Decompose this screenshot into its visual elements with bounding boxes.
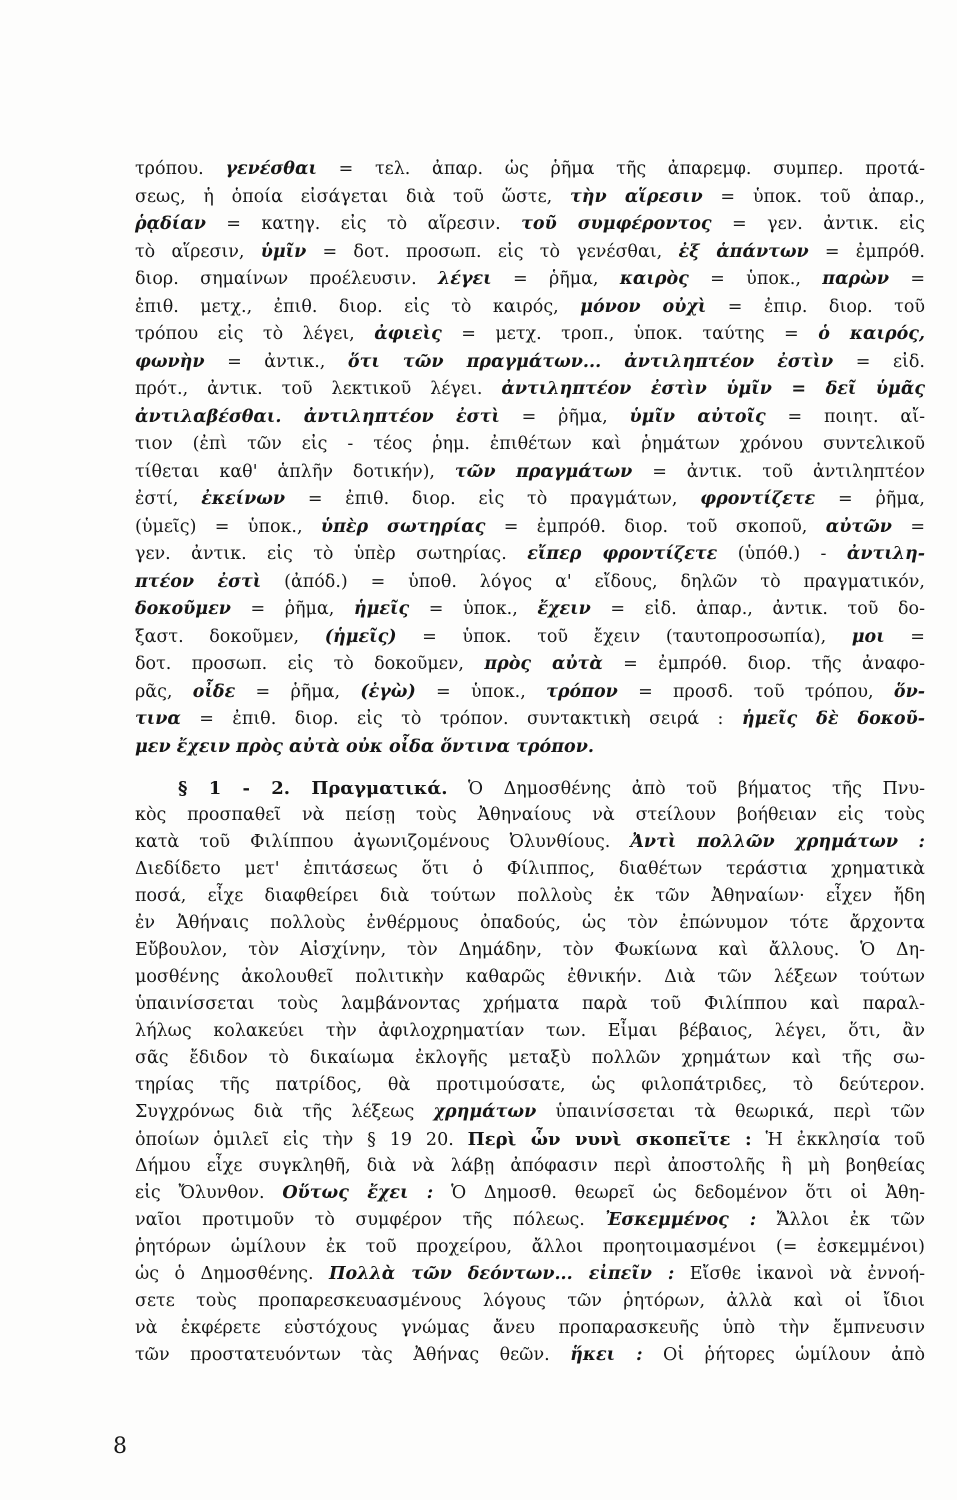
text-run: γεν. ἀντικ. εἰς τὸ ὑπὲρ σωτηρίας.: [135, 544, 528, 564]
text-run: τιον (ἐπὶ τῶν εἰς - τέος ῥημ. ἐπιθέτων καὶ ῥημάτων χρόνου συντελικοῦ: [135, 434, 925, 454]
text-line: [135, 937, 925, 964]
lemma-term: πρὸς αὐτὰ: [484, 654, 603, 674]
text-run: ὡς ὁ Δημοσθένης.: [135, 1264, 330, 1284]
text-run: = ἀντικ. τοῦ ἀντιληπτέον: [632, 461, 925, 482]
text-line: [135, 624, 925, 652]
text-run: = τελ. ἀπαρ. ὡς ῥῆμα τῆς ἀπαρεμφ. συμπερ. προτά-: [316, 159, 925, 179]
lemma-term: πτέον ἐστὶ: [135, 571, 262, 592]
lemma-term: (ἐγὼ): [360, 681, 416, 702]
lemma-term: ῥᾳδίαν: [135, 214, 206, 234]
lemma-term: ἡμεῖς: [353, 599, 410, 619]
text-line: [135, 1234, 925, 1261]
lemma-term: ἐξ ἁπάντων: [678, 241, 809, 262]
text-run: (ὑπόθ.) -: [717, 544, 847, 564]
lemma-term: ἡμεῖς δὲ δοκοῦ-: [741, 709, 925, 729]
text-line: [135, 1099, 925, 1126]
heading-term: § 1 - 2. Πραγματικά.: [178, 778, 448, 799]
text-run: Ὁ Δημοσθ. θεωρεῖ ὡς δεδομένον ὅτι οἱ Ἀθη-: [433, 1183, 925, 1203]
text-run: ῥητόρων ὡμίλουν ἐκ τοῦ προχείρου, ἄλλοι προητοιμασμένοι (= ἐσκεμμένοι): [135, 1237, 925, 1257]
text-run: = ῥῆμα,: [499, 406, 630, 427]
text-run: κὸς προσπαθεῖ νὰ πείσῃ τοὺς Ἀθηναίους νὰ στείλουν βοήθειαν εἰς τοὺς: [135, 805, 925, 825]
lemma-term: αὐτῶν: [825, 516, 892, 537]
text-line: [135, 156, 925, 184]
page-number: 8: [113, 1434, 127, 1459]
lemma-term: λέγει: [438, 269, 492, 289]
text-run: = ἐμπρόθ. διορ. τῆς ἀναφο-: [602, 654, 925, 674]
text-run: σεως, ἡ ὁποία εἰσάγεται διὰ τοῦ ὥστε,: [135, 186, 570, 207]
lemma-term: τὴν αἵρεσιν: [569, 186, 703, 207]
text-line: [135, 856, 925, 883]
text-run: = εἰδ. ἀπαρ., ἀντικ. τοῦ δο-: [590, 599, 925, 619]
lemma-term: φωνὴν: [135, 351, 205, 372]
text-run: τηρίας τῆς πατρίδος, θὰ προτιμούσατε, ὡς φιλοπάτριδες, τὸ δεύτερον.: [135, 1075, 925, 1095]
text-run: = ῥῆμα,: [230, 599, 354, 619]
text-run: = ῥῆμα,: [235, 681, 361, 702]
lemma-term: ὅν-: [893, 681, 925, 702]
text-run: Εὔβουλον, τὸν Αἰσχίνην, τὸν Δημάδην, τὸν Φωκίωνα καὶ ἄλλους. Ὁ Δη-: [135, 940, 925, 960]
text-line: [135, 541, 925, 569]
text-line: [135, 991, 925, 1018]
text-run: ναῖοι προτιμοῦν τὸ συμφέρον τῆς πόλεως.: [135, 1210, 606, 1230]
text-run: κατὰ τοῦ Φιλίππου ἀγωνιζομένους Ὀλυνθίους.: [135, 832, 631, 852]
text-run: ἐστί,: [135, 489, 202, 509]
text-line: [135, 1261, 925, 1288]
heading-term: Περὶ ὧν νυνὶ σκοπεῖτε :: [467, 1129, 752, 1150]
text-run: τῶν προστατευόντων τὰς Ἀθήνας θεῶν.: [135, 1345, 571, 1365]
text-run: Εἴσθε ἱκανοὶ νὰ ἐννοή-: [674, 1264, 925, 1284]
lemma-term: ὅτι τῶν πραγμάτων... ἀντιληπτέον ἐστὶν: [347, 351, 834, 372]
text-run: = ῥῆμα,: [815, 489, 925, 509]
text-run: σετε τοὺς προπαρεσκευασμένους λόγους τῶν ῥητόρων, ἀλλὰ καὶ οἱ ἴδιοι: [135, 1291, 925, 1311]
text-line: [135, 802, 925, 829]
lemma-term: ἀντιλαβέσθαι. ἀντιληπτέον ἐστὶ: [135, 406, 500, 427]
text-line: [135, 1126, 925, 1153]
lemma-term: ἀντιλη-: [846, 544, 925, 564]
text-run: δοτ. προσωπ. εἰς τὸ δοκοῦμεν,: [135, 654, 485, 674]
text-run: = ἐμπρόθ.: [808, 241, 925, 262]
text-run: = ποιητ. αἴ-: [765, 406, 925, 427]
lemma-term: Ἐσκεμμένος :: [605, 1210, 757, 1230]
syntax-notes-paragraph: [135, 156, 925, 761]
text-run: ὑπαινίσσεται τὰ θεωρικά, περὶ τῶν: [536, 1102, 925, 1122]
text-run: =: [884, 626, 925, 647]
text-line: [135, 1018, 925, 1045]
lemma-term: δοκοῦμεν: [135, 599, 231, 619]
lemma-term: μεν ἔχειν πρὸς αὐτὰ οὐκ οἶδα ὅντινα τρόπον.: [135, 736, 594, 757]
lemma-term: φροντίζετε: [700, 489, 816, 509]
text-line: [135, 376, 925, 404]
text-run: = ἐμπρόθ. διορ. τοῦ σκοποῦ,: [485, 516, 826, 537]
text-run: Ὁ Δημοσθένης ἀπὸ τοῦ βήματος τῆς Πνυ-: [447, 779, 925, 799]
text-line: [135, 486, 925, 514]
lemma-term: ὑμῖν αὐτοῖς: [629, 406, 766, 427]
lemma-term: γενέσθαι: [225, 159, 317, 179]
text-run: =: [888, 269, 925, 289]
lemma-term: ὑμῖν: [260, 241, 307, 262]
text-run: Συγχρόνως διὰ τῆς λέξεως: [135, 1102, 434, 1122]
text-run: λήλως κολακεύει τὴν ἀφιλοχρηματίαν των. Εἶμαι βέβαιος, λέγει, ὅτι, ἂν: [135, 1021, 925, 1041]
text-run: ὁποίων ὁμιλεῖ εἰς τὴν § 19 20.: [135, 1130, 468, 1150]
text-run: μοσθένης ἀκολουθεῖ πολιτικὴν καθαρῶς ἐθνικήν. Διὰ τῶν λέξεων τούτων: [135, 967, 925, 987]
text-run: Ἡ ἐκκλησία τοῦ: [751, 1130, 925, 1150]
text-line: [135, 239, 925, 267]
text-run: Οἱ ῥήτορες ὡμίλουν ἀπὸ: [642, 1345, 925, 1365]
text-line: [135, 829, 925, 856]
text-run: = ὑποκ.,: [688, 269, 823, 289]
text-line: [135, 459, 925, 487]
text-run: = ἐπιθ. διορ. εἰς τὸ πραγμάτων,: [285, 489, 701, 509]
text-run: = μετχ. τροπ., ὑποκ. ταύτης =: [441, 324, 819, 344]
text-line: [135, 266, 925, 294]
text-run: διορ. σημαίνων προέλευσιν.: [135, 269, 439, 289]
lemma-term: Ἀντὶ πολλῶν χρημάτων :: [630, 832, 925, 852]
text-line: [135, 569, 925, 597]
text-line: [135, 651, 925, 679]
lemma-term: ἐκείνων: [201, 489, 286, 509]
text-line: [135, 211, 925, 239]
lemma-term: Πολλὰ τῶν δεόντων... εἰπεῖν :: [329, 1264, 675, 1284]
text-run: ποσά, εἶχε διαφθείρει διὰ τούτων πολλοὺς ἐκ τῶν Ἀθηναίων· εἶχεν ἤδη: [135, 886, 925, 906]
text-line: [135, 775, 925, 802]
text-line: [135, 1288, 925, 1315]
text-run: = ὑποκ. τοῦ ἔχειν (ταυτοπροσωπία),: [396, 626, 852, 647]
text-line: [135, 964, 925, 991]
lemma-term: χρημάτων: [433, 1102, 537, 1122]
text-line: [135, 184, 925, 212]
text-run: τὸ αἵρεσιν,: [135, 241, 261, 262]
lemma-term: παρὼν: [822, 269, 889, 289]
text-line: [135, 294, 925, 322]
lemma-term: μόνον οὐχὶ: [580, 296, 707, 317]
lemma-term: ἀντιληπτέον ἐστὶν ὑμῖν = δεῖ ὑμᾶς: [501, 379, 925, 399]
text-line: [135, 706, 925, 734]
text-run: τρόπου εἰς τὸ λέγει,: [135, 324, 375, 344]
text-run: τρόπου.: [135, 159, 226, 179]
text-line: [135, 910, 925, 937]
text-line: [135, 1072, 925, 1099]
lemma-term: ἥκει :: [570, 1345, 643, 1365]
text-line: [135, 1207, 925, 1234]
text-run: =: [891, 516, 925, 537]
text-line: [135, 1180, 925, 1207]
text-run: = ὑποκ.,: [409, 599, 538, 619]
text-run: νὰ ἐκφέρετε εὐστόχους γνώμας ἄνευ προπαρασκευῆς ὑπὸ τὴν ἔμπνευσιν: [135, 1318, 925, 1338]
text-line: [135, 1153, 925, 1180]
text-line: [135, 349, 925, 377]
text-line: [135, 883, 925, 910]
text-line: [135, 1315, 925, 1342]
text-line: [135, 404, 925, 432]
lemma-term: τοῦ συμφέροντος: [521, 214, 712, 234]
lemma-term: ὁ καιρός,: [818, 324, 926, 344]
text-run: = κατηγ. εἰς τὸ αἵρεσιν.: [205, 214, 522, 234]
text-run: = ῥῆμα,: [491, 269, 620, 289]
lemma-term: τῶν πραγμάτων: [454, 461, 633, 482]
text-line: [135, 1045, 925, 1072]
lemma-term: οἶδε: [192, 681, 236, 702]
text-run: σᾶς ἔδιδον τὸ δικαίωμα ἐκλογῆς μεταξὺ πολλῶν χρημάτων καὶ τῆς σω-: [135, 1048, 925, 1068]
text-line: [135, 734, 925, 762]
lemma-term: Οὕτως ἔχει :: [282, 1183, 434, 1203]
text-run: Δήμου εἶχε συγκληθῆ, διὰ νὰ λάβῃ ἀπόφασιν περὶ ἀποστολῆς ἢ μὴ βοηθείας: [135, 1156, 925, 1176]
text-run: = ὑποκ. τοῦ ἀπαρ.,: [702, 186, 925, 207]
lemma-term: εἴπερ φροντίζετε: [527, 544, 718, 564]
text-line: [135, 321, 925, 349]
text-run: = γεν. ἀντικ. εἰς: [711, 214, 925, 234]
text-run: Διεδίδετο μετ' ἐπιτάσεως ὅτι ὁ Φίλιππος, διαθέτων τεράστια χρηματικὰ: [135, 859, 925, 879]
text-line: [135, 514, 925, 542]
text-run: πρότ., ἀντικ. τοῦ λεκτικοῦ λέγει.: [135, 379, 502, 399]
text-line: [135, 596, 925, 624]
text-run: ρᾶς,: [135, 681, 193, 702]
lemma-term: τρόπον: [546, 681, 618, 702]
text-run: (ὑμεῖς) = ὑποκ.,: [135, 516, 321, 537]
text-run: Ἄλλοι ἐκ τῶν: [756, 1210, 925, 1230]
text-run: = ἐπιρ. διορ. τοῦ: [706, 296, 925, 317]
text-run: εἰς Ὄλυνθον.: [135, 1183, 283, 1203]
lemma-term: τινα: [135, 709, 181, 729]
text-run: ἐν Ἀθήναις πολλοὺς ἐνθέρμους ὀπαδούς, ὡς τὸν ἐπώνυμον τότε ἄρχοντα: [135, 913, 925, 933]
text-run: ἐπιθ. μετχ., ἐπιθ. διορ. εἰς τὸ καιρός,: [135, 296, 581, 317]
text-run: = ἐπιθ. διορ. εἰς τὸ τρόπον. συντακτικὴ σειρά :: [180, 709, 742, 729]
lemma-term: ἀφιεὶς: [374, 324, 442, 344]
text-run: ξαστ. δοκοῦμεν,: [135, 626, 325, 647]
lemma-term: μοι: [851, 626, 885, 647]
text-run: = προσδ. τοῦ τρόπου,: [617, 681, 894, 702]
lemma-term: ἔχειν: [537, 599, 591, 619]
text-run: τίθεται καθ' ἁπλῆν δοτικήν),: [135, 461, 455, 482]
text-run: = εἰδ.: [833, 351, 925, 372]
commentary-paragraph: [135, 775, 925, 1369]
text-line: [135, 679, 925, 707]
text-run: = ἀντικ.,: [204, 351, 348, 372]
text-line: [135, 1342, 925, 1369]
lemma-term: ὑπὲρ σωτηρίας: [320, 516, 486, 537]
text-line: [135, 431, 925, 459]
text-run: (ἀπόδ.) = ὑποθ. λόγος α' εἴδους, δηλῶν τὸ πραγματικόν,: [261, 571, 925, 592]
text-run: = δοτ. προσωπ. εἰς τὸ γενέσθαι,: [306, 241, 679, 262]
lemma-term: (ἡμεῖς): [324, 626, 397, 647]
lemma-term: καιρὸς: [619, 269, 689, 289]
text-run: = ὑποκ.,: [415, 681, 547, 702]
text-run: ὑπαινίσσεται τοὺς λαμβάνοντας χρήματα παρὰ τοῦ Φιλίππου καὶ παραλ-: [135, 994, 925, 1014]
